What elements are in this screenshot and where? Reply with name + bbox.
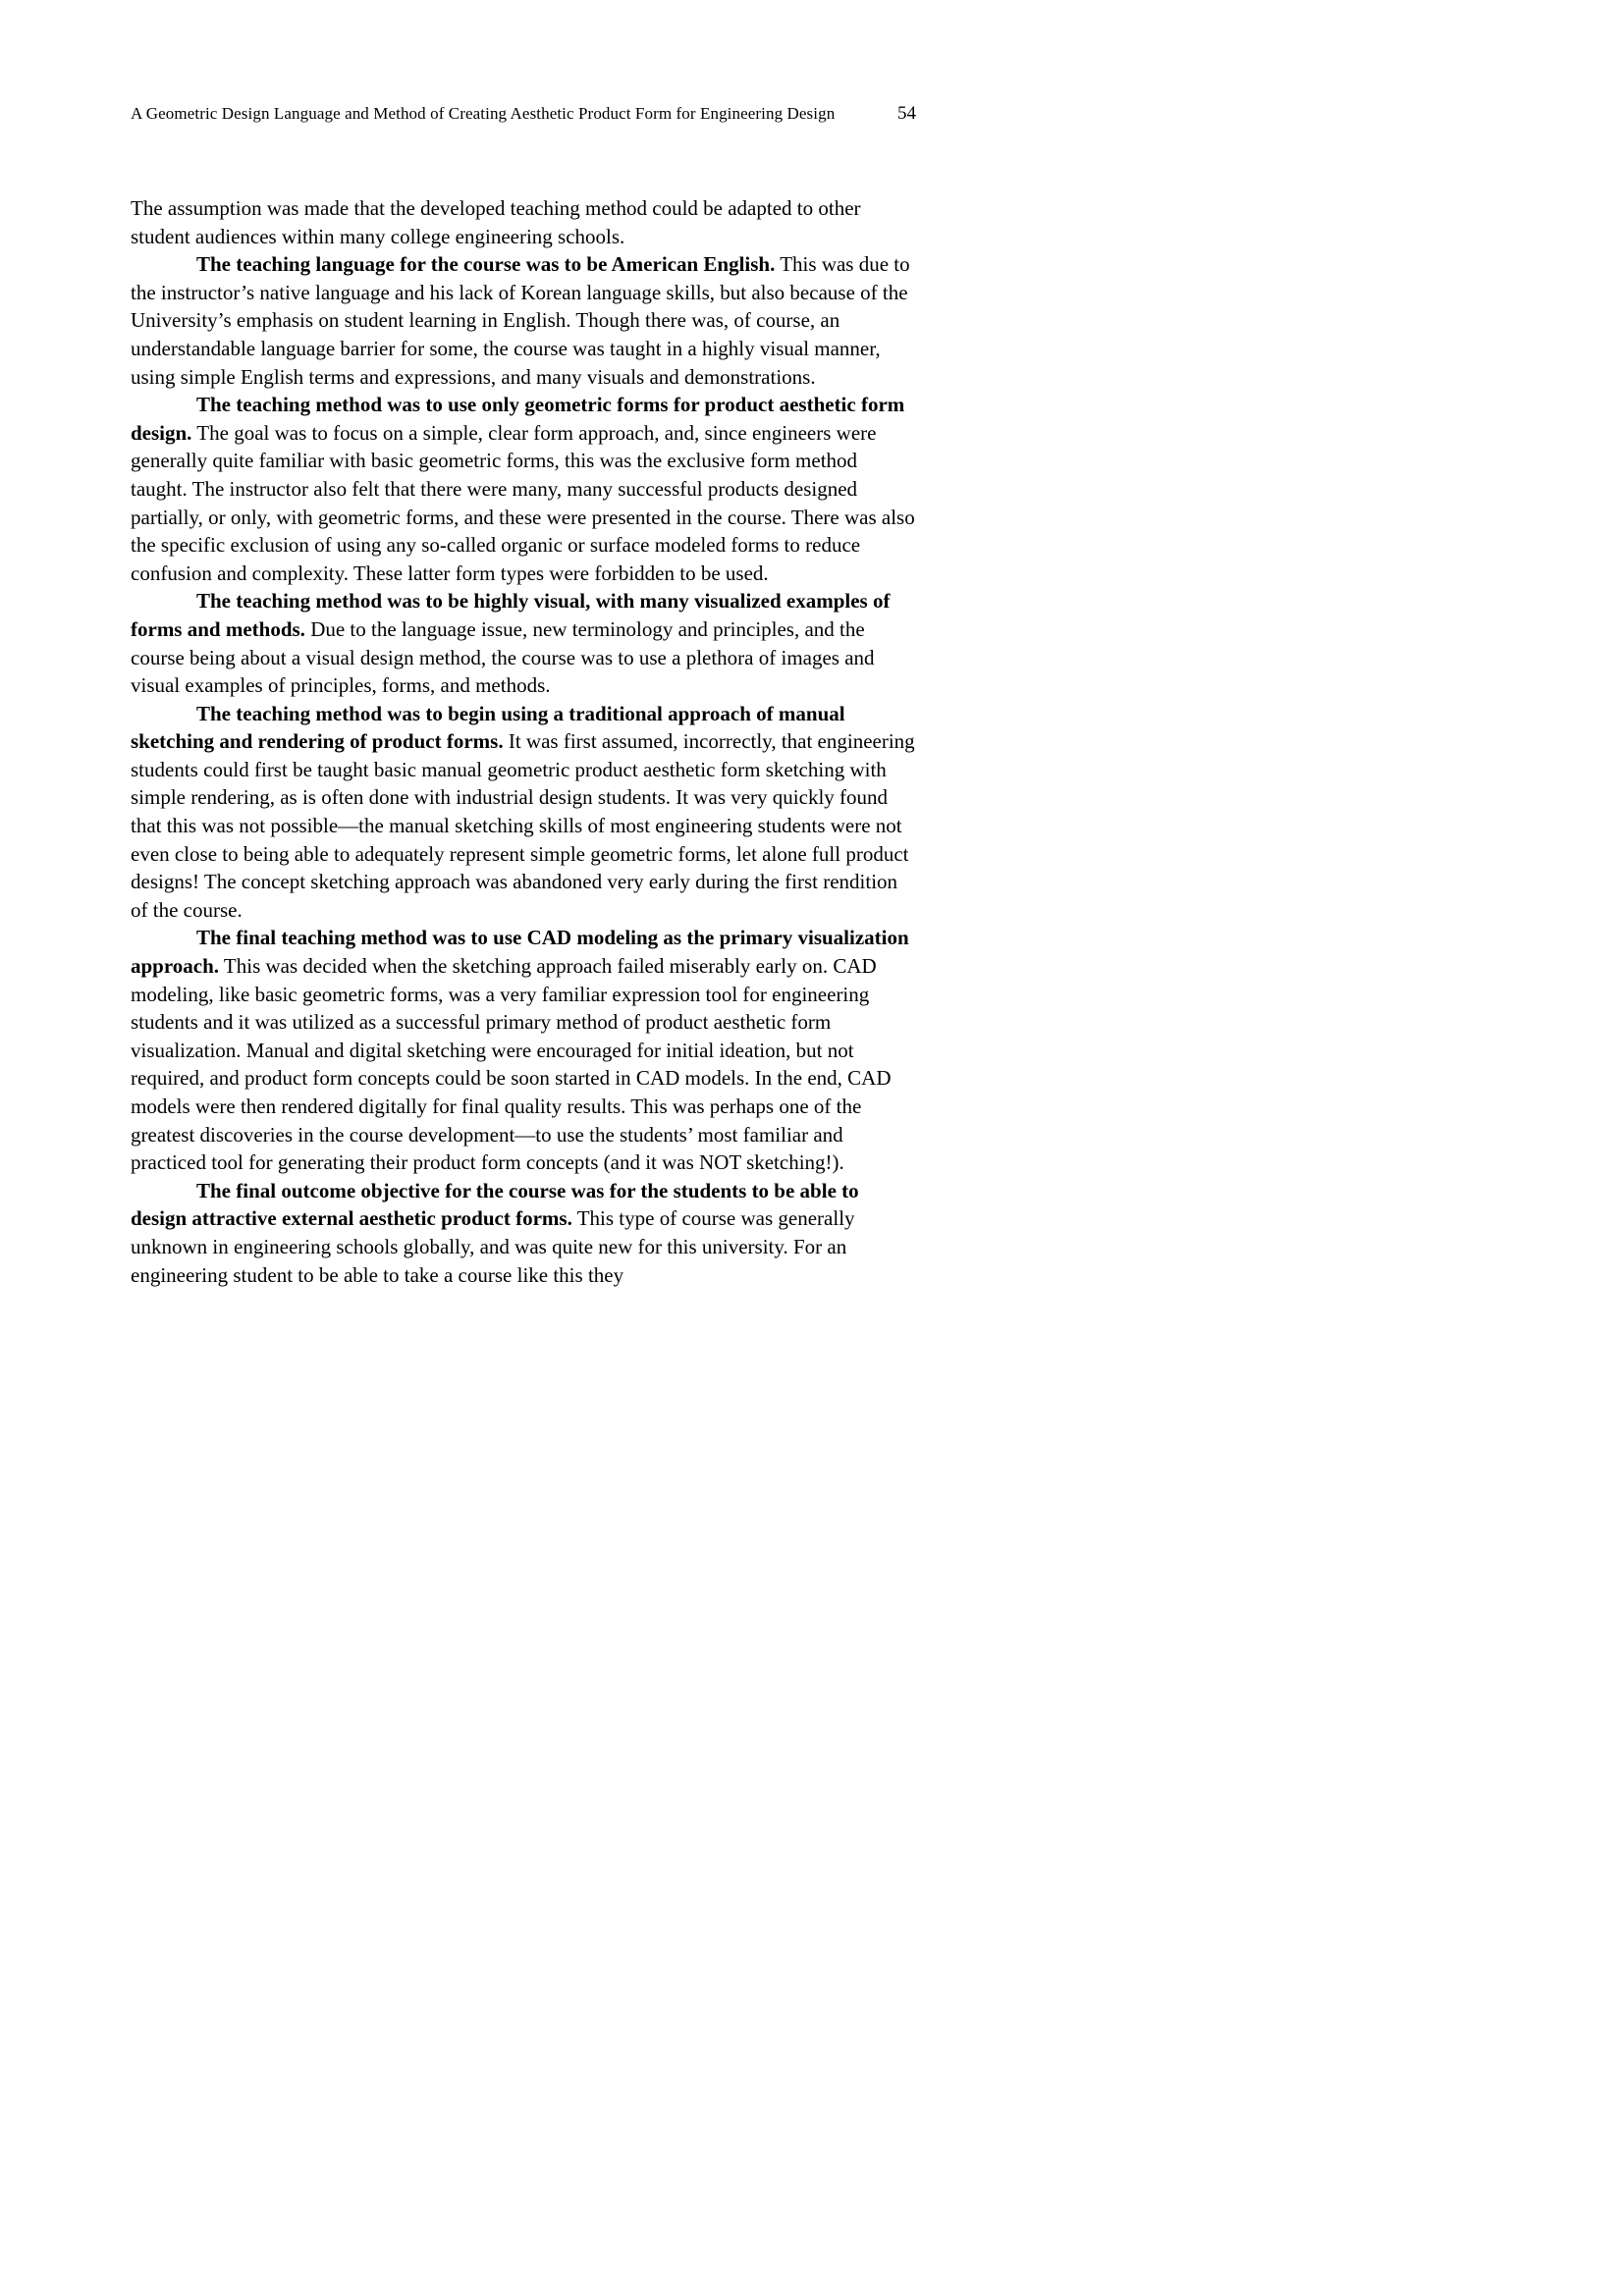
paragraph-text: This was decided when the sketching approach failed miserably early on. CAD modeling, like basic geometric forms, was a very familiar expression tool for engineering students and it was utilized as a successful primary method of product aesthetic form visualization. Manual and digital sketching were encouraged for initial ideation, but not required, and product form concepts could be soon started in CAD models. In the end, CAD models were then rendered digitally for final quality results. This was perhaps one of the greatest discoveries in the course development—to use the students’ most familiar and practiced tool for generating their product form concepts (and it was NOT sketching!). xyxy=(131,954,892,1175)
paragraph xyxy=(131,587,916,699)
paragraph-lead: The final teaching method was to use CAD modeling as the primary visualization approach. xyxy=(131,926,909,979)
paragraph-lead: The teaching method was to begin using a traditional approach of manual sketching and rendering of product forms. xyxy=(131,701,845,754)
paragraph-text: Due to the language issue, new terminology and principles, and the course being about a visual design method, the course was to use a plethora of images and visual examples of principles, forms, and methods. xyxy=(131,616,875,698)
page-number: 54 xyxy=(897,103,916,124)
paragraph-text: This was due to the instructor’s native language and his lack of Korean language skills, but also because of the University’s emphasis on student learning in English. Though there was, of course, an understandable language barrier for some, the course was taught in a highly visual manner, using simple English terms and expressions, and many visuals and demonstrations. xyxy=(131,252,910,389)
paragraph-lead: The final outcome objective for the course was for the students to be able to design attractive external aesthetic product forms. xyxy=(131,1178,859,1231)
paragraph xyxy=(131,194,916,250)
paragraph-lead: The teaching language for the course was to be American English. xyxy=(196,252,776,277)
paragraph xyxy=(131,924,916,1176)
paragraph-text: The assumption was made that the developed teaching method could be adapted to other student audiences within many college engineering schools. xyxy=(131,196,861,248)
paragraph-lead: The teaching method was to use only geometric forms for product aesthetic form design. xyxy=(131,393,905,445)
document-body xyxy=(131,194,916,1289)
page-header xyxy=(131,102,916,126)
paragraph-lead: The teaching method was to be highly visual, with many visualized examples of forms and methods. xyxy=(131,589,891,641)
paragraph-text: The goal was to focus on a simple, clear form approach, and, since engineers were generally quite familiar with basic geometric forms, this was the exclusive form method taught. The instructor also felt that there were many, many successful products designed partially, or only, with geometric forms, and these were presented in the course. There was also the specific exclusion of using any so-called organic or surface modeled forms to reduce confusion and complexity. These latter form types were forbidden to be used. xyxy=(131,420,915,585)
paragraph xyxy=(131,250,916,391)
paragraph-text: This type of course was generally unknown in engineering schools globally, and was quite new for this university. For an engineering student to be able to take a course like this they xyxy=(131,1206,855,1287)
paragraph xyxy=(131,391,916,587)
paragraph xyxy=(131,700,916,925)
paragraph-text: It was first assumed, incorrectly, that engineering students could first be taught basic manual geometric product aesthetic form sketching with simple rendering, as is often done with industrial design students. It was very quickly found that this was not possible—the manual sketching skills of most engineering students were not even close to being able to adequately represent simple geometric forms, let alone full product designs! The concept sketching approach was abandoned very early during the first rendition of the course. xyxy=(131,729,915,922)
paragraph xyxy=(131,1177,916,1289)
running-header-title: A Geometric Design Language and Method of Creating Aesthetic Product Form for Engineering Design xyxy=(131,104,836,123)
